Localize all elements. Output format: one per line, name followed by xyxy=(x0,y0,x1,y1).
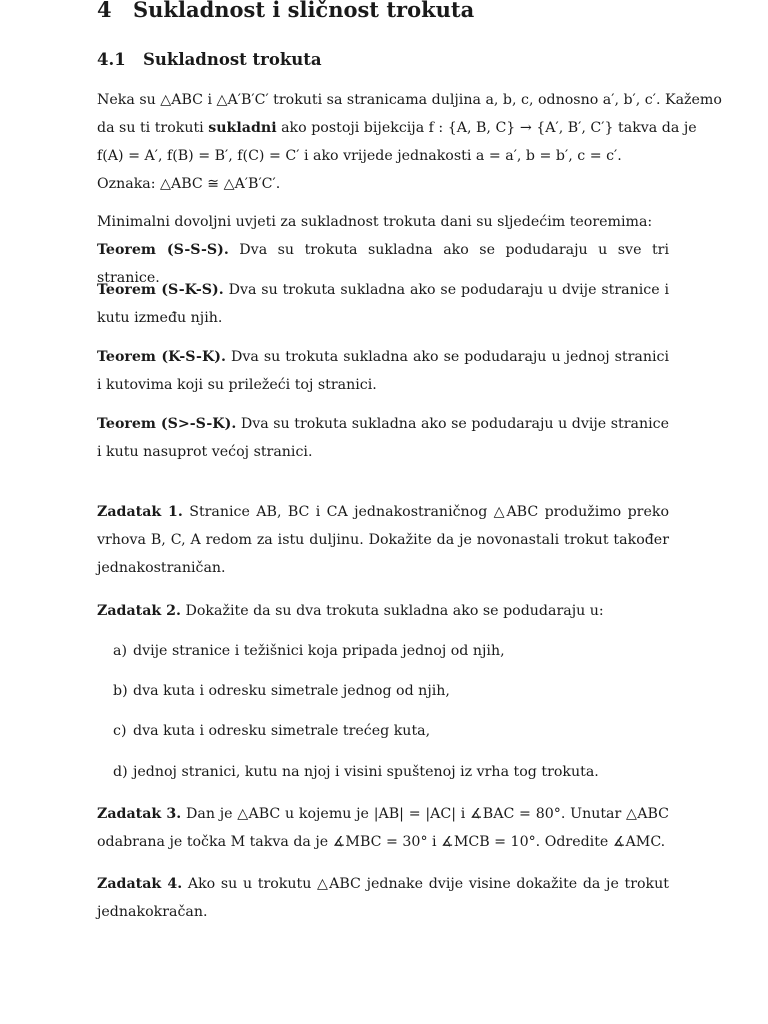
problem-4 xyxy=(97,870,669,926)
list-item-b xyxy=(113,677,669,705)
term-sukladni: sukladni xyxy=(208,120,277,136)
problem-1 xyxy=(97,498,669,582)
problem-3 xyxy=(97,800,669,856)
theorem-text: Dva su trokuta sukladna ako se podudaraju u dvije stranice i kutu nasuprot većoj stranici. xyxy=(97,416,669,460)
list-label: a) xyxy=(113,643,127,659)
list-label: b) xyxy=(113,683,128,699)
problem-label: Zadatak 2. xyxy=(97,603,181,619)
theorem-text: Dva su trokuta sukladna ako se podudaraju u jednoj stranici i kutovima koji su priležeći toj stranici. xyxy=(97,349,670,393)
list-text: jednoj stranici, kutu na njoj i visini spuštenoj iz vrha tog trokuta. xyxy=(133,764,599,780)
list-text: dva kuta i odresku simetrale trećeg kuta, xyxy=(133,723,431,739)
subsection-title: Sukladnost trokuta xyxy=(143,50,322,69)
problem-text: Dan je △ABC u kojemu je |AB| = |AC| i ∡BAC = 80°. Unutar △ABC odabrana je točka M takva da je ∡MBC = 30° i ∡MCB = 10°. Odredite ∡AMC. xyxy=(97,806,669,850)
list-label: d) xyxy=(113,764,128,780)
definition-paragraph xyxy=(97,86,722,198)
subsection-number: 4.1 xyxy=(97,50,126,69)
subsection-heading xyxy=(97,46,322,74)
notation-line: Oznaka: △ABC ≅ △A′B′C′. xyxy=(97,176,281,192)
section-number: 4 xyxy=(97,0,112,22)
list-label: c) xyxy=(113,723,127,739)
list-item-c xyxy=(113,717,669,745)
definition-line-3: f(A) = A′, f(B) = B′, f(C) = C′ i ako vrijede jednakosti a = a′, b = b′, c = c′. xyxy=(97,148,622,164)
definition-line-1: Neka su △ABC i △A′B′C′ trokuti sa stranicama duljina a, b, c, odnosno a′, b′, c′. Kažemo xyxy=(97,92,722,108)
section-heading xyxy=(97,0,474,26)
list-item-a xyxy=(113,637,669,665)
problem-label: Zadatak 1. xyxy=(97,504,183,520)
theorem-sks xyxy=(97,276,669,332)
problem-text: Ako su u trokutu △ABC jednake dvije visine dokažite da je trokut jednakokračan. xyxy=(97,876,669,920)
theorem-label: Teorem (K-S-K). xyxy=(97,349,226,365)
section-title: Sukladnost i sličnost trokuta xyxy=(133,0,475,22)
list-text: dvije stranice i težišnici koja pripada jednoj od njih, xyxy=(133,643,505,659)
problem-label: Zadatak 4. xyxy=(97,876,183,892)
intro-paragraph xyxy=(97,208,669,236)
problem-label: Zadatak 3. xyxy=(97,806,182,822)
theorem-text: Dva su trokuta sukladna ako se podudaraju u dvije stranice i kutu između njih. xyxy=(97,282,670,326)
theorem-text: Dva su trokuta sukladna ako se podudaraju u sve tri stranice. xyxy=(97,242,669,286)
theorem-label: Teorem (S-K-S). xyxy=(97,282,224,298)
list-text: dva kuta i odresku simetrale jednog od njih, xyxy=(133,683,450,699)
intro-text: Minimalni dovoljni uvjeti za sukladnost trokuta dani su sljedećim teoremima: xyxy=(97,214,653,230)
problem-text: Stranice AB, BC i CA jednakostraničnog △ABC produžimo preko vrhova B, C, A redom za istu duljinu. Dokažite da je novonastali trokut također jednakostraničan. xyxy=(97,504,669,576)
theorem-label: Teorem (S>-S-K). xyxy=(97,416,237,432)
theorem-ksk xyxy=(97,343,669,399)
list-item-d xyxy=(113,758,669,786)
definition-line-2: da su ti trokuti sukladni ako postoji bijekcija f : {A, B, C} → {A′, B′, C′} takva da je xyxy=(97,120,697,136)
theorem-label: Teorem (S-S-S). xyxy=(97,242,229,258)
problem-text: Dokažite da su dva trokuta sukladna ako se podudaraju u: xyxy=(181,603,604,619)
theorem-ssk xyxy=(97,410,669,466)
problem-2 xyxy=(97,597,669,625)
